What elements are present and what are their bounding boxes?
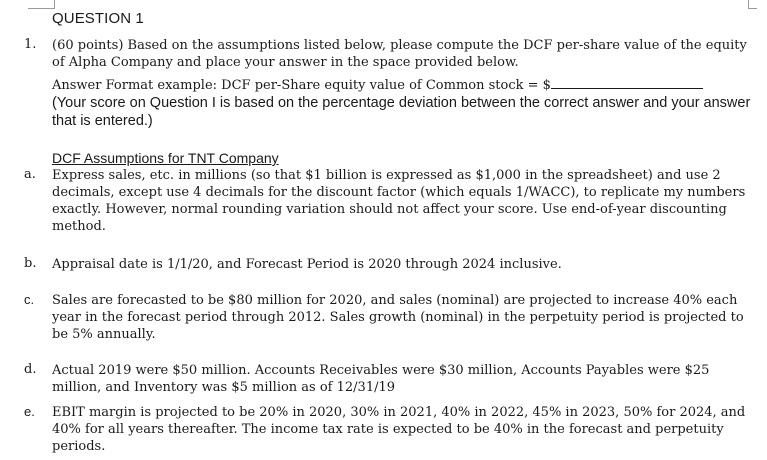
question-number: 1. <box>24 37 37 52</box>
item-d-marker: d. <box>24 362 37 377</box>
page-corner-mark-left <box>28 0 55 9</box>
question-text: (60 points) Based on the assumptions listed below, please compute the DCF per-share value of the equity of Alpha Company and place your answer in the space provided below. <box>52 38 747 70</box>
item-c-marker: c. <box>24 292 35 307</box>
answer-format-text: Answer Format example: DCF per-Share equity value of Common stock = $ <box>52 78 551 93</box>
question-heading: QUESTION 1 <box>52 10 144 27</box>
score-note: (Your score on Question I is based on the percentage deviation between the correct answer and your answer that is entered.) <box>52 95 751 129</box>
item-e-marker: e. <box>24 404 35 419</box>
answer-blank <box>551 77 703 89</box>
item-b-marker: b. <box>24 256 37 271</box>
item-e-text: EBIT margin is projected to be 20% in 2020, 30% in 2021, 40% in 2022, 45% in 2023, 50% for 2024, and 40% for all years thereafter. The income tax rate is expected to be 40% in the forecast and perpetuity periods. <box>52 405 746 454</box>
item-c-text: Sales are forecasted to be $80 million for 2020, and sales (nominal) are projected to increase 40% each year in the forecast period through 2012. Sales growth (nominal) in the perpetuity period is projected to be 5% annually. <box>52 293 744 342</box>
page-corner-mark-right <box>748 0 757 9</box>
answer-format-line <box>52 77 758 94</box>
item-b-text: Appraisal date is 1/1/20, and Forecast Period is 2020 through 2024 inclusive. <box>52 257 562 272</box>
item-a-marker: a. <box>24 167 36 182</box>
assumptions-title: DCF Assumptions for TNT Company <box>52 150 279 166</box>
item-d-text: Actual 2019 were $50 million. Accounts Receivables were $30 million, Accounts Payables were $25 million, and Inventory was $5 million as of 12/31/19 <box>52 363 710 395</box>
item-a-text: Express sales, etc. in millions (so that $1 billion is expressed as $1,000 in the spreadsheet) and use 2 decimals, except use 4 decimals for the discount factor (which equals 1/WACC), to replicate my numbers exactly. However, normal rounding variation should not affect your score. Use end-of-year discounting method. <box>52 168 746 234</box>
